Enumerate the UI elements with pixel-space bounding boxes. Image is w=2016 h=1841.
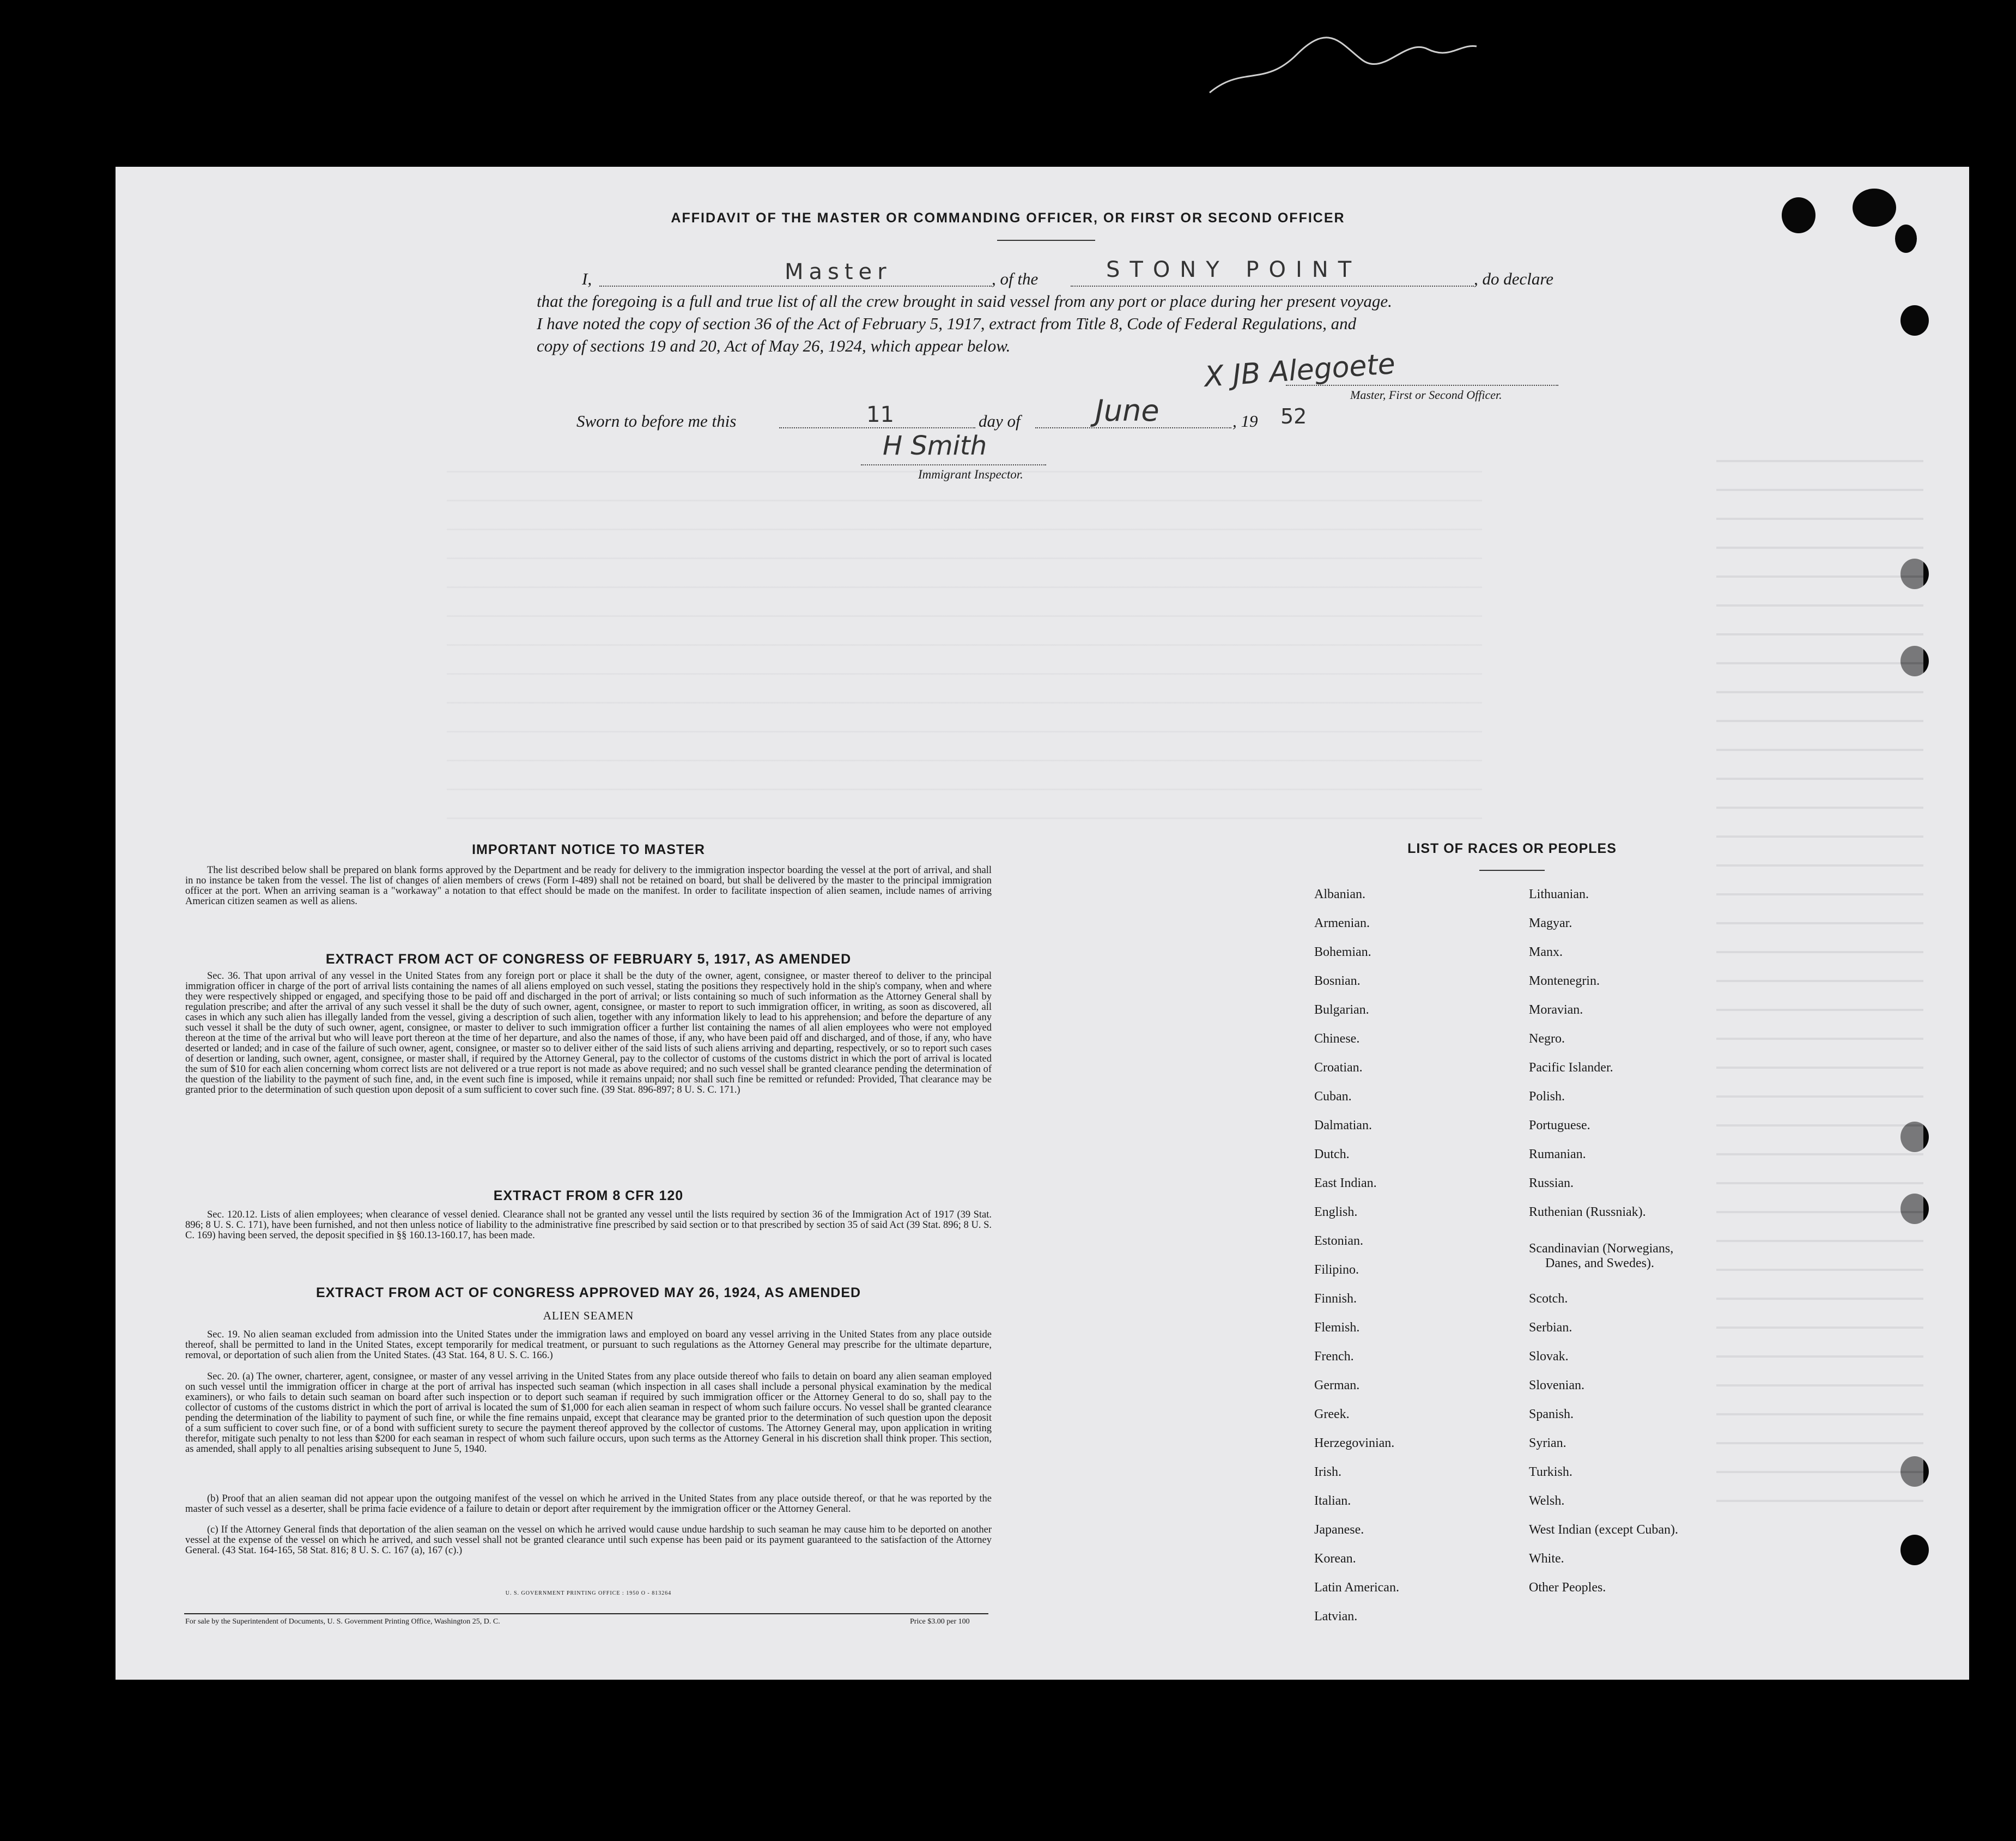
- notice-title: IMPORTANT NOTICE TO MASTER: [472, 842, 705, 857]
- race-item: Pacific Islander.: [1529, 1061, 1613, 1075]
- race-item: Syrian.: [1529, 1436, 1566, 1450]
- race-item: Irish.: [1314, 1465, 1341, 1479]
- race-item: Slovenian.: [1529, 1378, 1584, 1392]
- inspector-signature: H Smith: [883, 431, 987, 461]
- inspector-caption: Immigrant Inspector.: [918, 468, 1023, 481]
- punch-hole-top-1: [1782, 197, 1815, 233]
- race-item: Italian.: [1314, 1494, 1351, 1508]
- year-prefix: , 19: [1232, 411, 1258, 431]
- sec20b-text: (b) Proof that an alien seaman did not appear upon the outgoing manifest of the vessel on which he arrived in the United States from any place outside thereof, or that he was reported by the master of such vessel as a deserter, shall be prima facie evidence of a failure to detain or deport after requirement by the immigration officer or the Attorney General.: [185, 1493, 992, 1515]
- race-item: Lithuanian.: [1529, 887, 1589, 901]
- affidavit-line4: copy of sections 19 and 20, Act of May 26, 1924, which appear below.: [537, 336, 1011, 355]
- race-item: Latin American.: [1314, 1580, 1399, 1595]
- affidavit-line3: I have noted the copy of section 36 of the Act of February 5, 1917, extract from Title 8, Code of Federal Regulations, and: [537, 314, 1357, 333]
- race-item: Polish.: [1529, 1089, 1565, 1104]
- extract-cfr-text: Sec. 120.12. Lists of alien employees; when clearance of vessel denied. Clearance shall not be granted any vessel until the lists required by section 36 of the Immigration Act of 1917 (39 Stat. 896; 8 U. S. C. 171), have been furnished, and not then unless notice of liability to the administrative fine prescribed by said section or to that prescribed by section 35 of said Act (39 Stat. 896; 8 U. S. C. 169) having been served, the deposit specified in §§ 160.13-160.17, has been made.: [185, 1209, 992, 1241]
- year-handwritten: 52: [1280, 404, 1307, 428]
- day-handwritten: 11: [866, 402, 894, 427]
- day-of-text: day of: [979, 411, 1021, 431]
- affidavit-title: AFFIDAVIT OF THE MASTER OR COMMANDING OFFICER, OR FIRST OR SECOND OFFICER: [671, 210, 1345, 226]
- race-item: French.: [1314, 1349, 1354, 1364]
- race-item: Danes, and Swedes).: [1545, 1256, 1654, 1270]
- notice-text: The list described below shall be prepared on blank forms approved by the Department and be ready for delivery to the immigration inspector boarding the vessel at the port of arrival, and shall in no instance be taken from the vessel. The list of changes of alien members of crews (Form I-489) shall not be retained on board, but shall be delivered by the master to the principal immigration officer at the port. When an arriving seaman is a "workaway" a notation to that effect should be made on the manifest. In order to facilitate inspection of alien seamen, include names of arriving American citizen seamen as well as aliens.: [185, 865, 992, 907]
- race-item: Herzegovinian.: [1314, 1436, 1395, 1450]
- race-item: Rumanian.: [1529, 1147, 1586, 1161]
- sec20c-text: (c) If the Attorney General finds that deportation of the alien seaman on the vessel on which he arrived would cause undue hardship to such seaman he may cause him to be deported on another vessel at the expense of the vessel on which he arrived, and such vessel shall not be granted clearance until such expense has been paid or its payment guaranteed to the satisfaction of the Attorney General. (43 Stat. 164-165, 58 Stat. 816; 8 U. S. C. 167 (a), 167 (c).): [185, 1524, 992, 1556]
- race-item: Portuguese.: [1529, 1118, 1590, 1133]
- race-item: Other Peoples.: [1529, 1580, 1606, 1595]
- rank-handwritten: Master: [785, 259, 892, 284]
- bleed-through-texture: [1716, 436, 1923, 1526]
- do-declare-text: , do declare: [1474, 269, 1554, 288]
- extract-cfr-title: EXTRACT FROM 8 CFR 120: [493, 1188, 684, 1203]
- bleed-through-texture-center: [447, 447, 1482, 828]
- master-signature: X JB Alegoete: [1203, 347, 1396, 394]
- punch-hole-1: [1900, 305, 1929, 336]
- race-item: Ruthenian (Russniak).: [1529, 1205, 1646, 1219]
- scribble-mark: [1199, 33, 1482, 98]
- extract-1917-text: Sec. 36. That upon arrival of any vessel in the United States from any foreign port or place it shall be the duty of the owner, agent, consignee, or master thereof to deliver to the principal immigration officer in charge of the port of arrival lists containing the names of all aliens employed on such vessel, stating the positions they respectively hold in the ship's company, when and where they were respectively shipped or engaged, and specifying those to be paid off and discharged in the port of arrival; or lists containing so much of such information as the Attorney General shall by regulation prescribe; and after the arrival of any such vessel it shall be the duty of such owner, agent, consignee, or master to report to such immigration officer, in writing, as soon as discovered, all cases in which any such alien has illegally landed from the vessel, giving a description of such alien, together with any information likely to lead to his apprehension; and before the departure of any such vessel it shall be the duty of such owner, agent, consignee, or master to deliver to such immigration officer a further list containing the names of all alien employees who were not employed thereon at the time of the arrival but who will leave port thereon at the time of her departure, and also the names of those, if any, who have been paid off and discharged, and of those, if any, who have deserted or landed; and in case of the failure of such owner, agent, consignee, or master so to deliver either of the said lists of such aliens arriving and departing, respectively, or so to report such cases of desertion or landing, such owner, agent, consignee, or master shall, if required by the Attorney General, pay to the collector of customs of the customs district in which the port of arrival is located the sum of $10 for each alien concerning whom correct lists are not delivered or a true report is not made as above required; and no such vessel shall be granted clearance pending the determination of the question of the liability to the payment of such fine, and, in the event such fine is imposed, while it remains unpaid; nor shall such fine be remitted or refunded: Provided, That clearance may be granted prior to the determination of such question upon deposit of a sum sufficient to cover such fine. (39 Stat. 896-897; 8 U. S. C. 171.): [185, 971, 992, 1095]
- races-title: LIST OF RACES OR PEOPLES: [1407, 841, 1617, 856]
- race-item: Serbian.: [1529, 1321, 1572, 1335]
- race-item: West Indian (except Cuban).: [1529, 1523, 1678, 1537]
- race-item: Magyar.: [1529, 916, 1572, 930]
- race-item: Bulgarian.: [1314, 1003, 1369, 1017]
- punch-hole-top-3: [1895, 225, 1917, 253]
- day-line: [779, 427, 975, 428]
- race-item: Moravian.: [1529, 1003, 1583, 1017]
- race-item: Chinese.: [1314, 1032, 1360, 1046]
- race-item: East Indian.: [1314, 1176, 1377, 1190]
- affidavit-i: I,: [582, 269, 592, 288]
- extract-1917-title: EXTRACT FROM ACT OF CONGRESS OF FEBRUARY 5, 1917, AS AMENDED: [325, 952, 852, 967]
- race-item: Scandinavian (Norwegians,: [1529, 1242, 1674, 1256]
- race-item: Greek.: [1314, 1407, 1350, 1421]
- punch-hole-7: [1900, 1535, 1929, 1565]
- race-item: Filipino.: [1314, 1263, 1359, 1277]
- race-item: Turkish.: [1529, 1465, 1572, 1479]
- race-item: English.: [1314, 1205, 1358, 1219]
- race-item: Latvian.: [1314, 1609, 1358, 1624]
- signature-caption: Master, First or Second Officer.: [1350, 388, 1502, 402]
- signature-line: [1286, 385, 1558, 386]
- race-item: Welsh.: [1529, 1494, 1565, 1508]
- race-item: Bohemian.: [1314, 945, 1371, 959]
- gpo-imprint: U. S. GOVERNMENT PRINTING OFFICE : 1950 O - 813264: [505, 1590, 672, 1596]
- footer-sale: For sale by the Superintendent of Documents, U. S. Government Printing Office, Washington 25, D. C.: [185, 1618, 500, 1626]
- races-title-rule: [1479, 870, 1545, 871]
- sec19-text: Sec. 19. No alien seaman excluded from admission into the United States under the immigration laws and employed on board any vessel arriving in the United States from any place outside thereof, shall be permitted to land in the United States, except temporarily for medical treatment, or pursuant to such regulations as the Attorney General may prescribe for the ultimate departure, removal, or deportation of such alien from the United States. (43 Stat. 164, 8 U. S. C. 166.): [185, 1329, 992, 1361]
- extract-1924-title: EXTRACT FROM ACT OF CONGRESS APPROVED MAY 26, 1924, AS AMENDED: [315, 1285, 861, 1300]
- rank-line: [599, 286, 992, 287]
- alien-seamen-subtitle: ALIEN SEAMEN: [543, 1309, 634, 1322]
- punch-hole-top-2: [1853, 189, 1896, 227]
- sworn-text: Sworn to before me this: [576, 411, 737, 431]
- race-item: Dalmatian.: [1314, 1118, 1372, 1133]
- affidavit-line2: that the foregoing is a full and true list of all the crew brought in said vessel from any port or place during her present voyage.: [537, 292, 1392, 311]
- race-item: Korean.: [1314, 1552, 1356, 1566]
- race-item: Slovak.: [1529, 1349, 1569, 1364]
- race-item: White.: [1529, 1552, 1564, 1566]
- footer-price: Price $3.00 per 100: [910, 1618, 970, 1626]
- race-item: Bosnian.: [1314, 974, 1361, 988]
- race-item: Cuban.: [1314, 1089, 1352, 1104]
- vessel-line: [1071, 286, 1474, 287]
- race-item: Spanish.: [1529, 1407, 1574, 1421]
- race-item: German.: [1314, 1378, 1360, 1392]
- sec20a-text: Sec. 20. (a) The owner, charterer, agent, consignee, or master of any vessel arriving in the United States from any place outside thereof who fails to detain on board any alien seaman employed on such vessel until the immigration officer in charge at the port of arrival has inspected such seaman (which inspection in all cases shall include a personal physical examination by the medical examiners), or who fails to detain such seaman on board after such inspection or to deport such seaman if required by such immigration officer or the Attorney General to do so, shall pay to the collector of customs of the customs district in which the port of arrival is located the sum of $1,000 for each alien seaman in respect of whom such failure occurs. No vessel shall be granted clearance pending the determination of the liability to payment of such fine, or while the fine remains unpaid, except that clearance may be granted prior to the determination of such question upon the deposit of a sum sufficient to cover such fine, or of a bond with sufficient surety to secure the payment thereof approved by the collector of customs. The Attorney General may, upon application in writing therefor, mitigate such penalty to not less than $200 for each seaman in respect of whom such failure occurs, upon such terms as the Attorney General in his discretion shall think proper. This section, as amended, shall apply to all penalties arising subsequent to June 5, 1940.: [185, 1371, 992, 1455]
- month-handwritten: June: [1095, 393, 1159, 428]
- race-item: Estonian.: [1314, 1234, 1363, 1248]
- race-item: Manx.: [1529, 945, 1563, 959]
- race-item: Dutch.: [1314, 1147, 1350, 1161]
- race-item: Scotch.: [1529, 1292, 1568, 1306]
- race-item: Croatian.: [1314, 1061, 1363, 1075]
- vessel-handwritten: STONY POINT: [1106, 257, 1362, 282]
- affidavit-title-rule: [997, 240, 1095, 241]
- race-item: Russian.: [1529, 1176, 1574, 1190]
- race-item: Japanese.: [1314, 1523, 1364, 1537]
- inspector-line: [861, 464, 1046, 465]
- race-item: Negro.: [1529, 1032, 1565, 1046]
- race-item: Montenegrin.: [1529, 974, 1600, 988]
- footer-rule: [184, 1613, 988, 1614]
- race-item: Flemish.: [1314, 1321, 1360, 1335]
- of-the-text: , of the: [992, 269, 1039, 288]
- race-item: Finnish.: [1314, 1292, 1357, 1306]
- race-item: Armenian.: [1314, 916, 1370, 930]
- race-item: Albanian.: [1314, 887, 1365, 901]
